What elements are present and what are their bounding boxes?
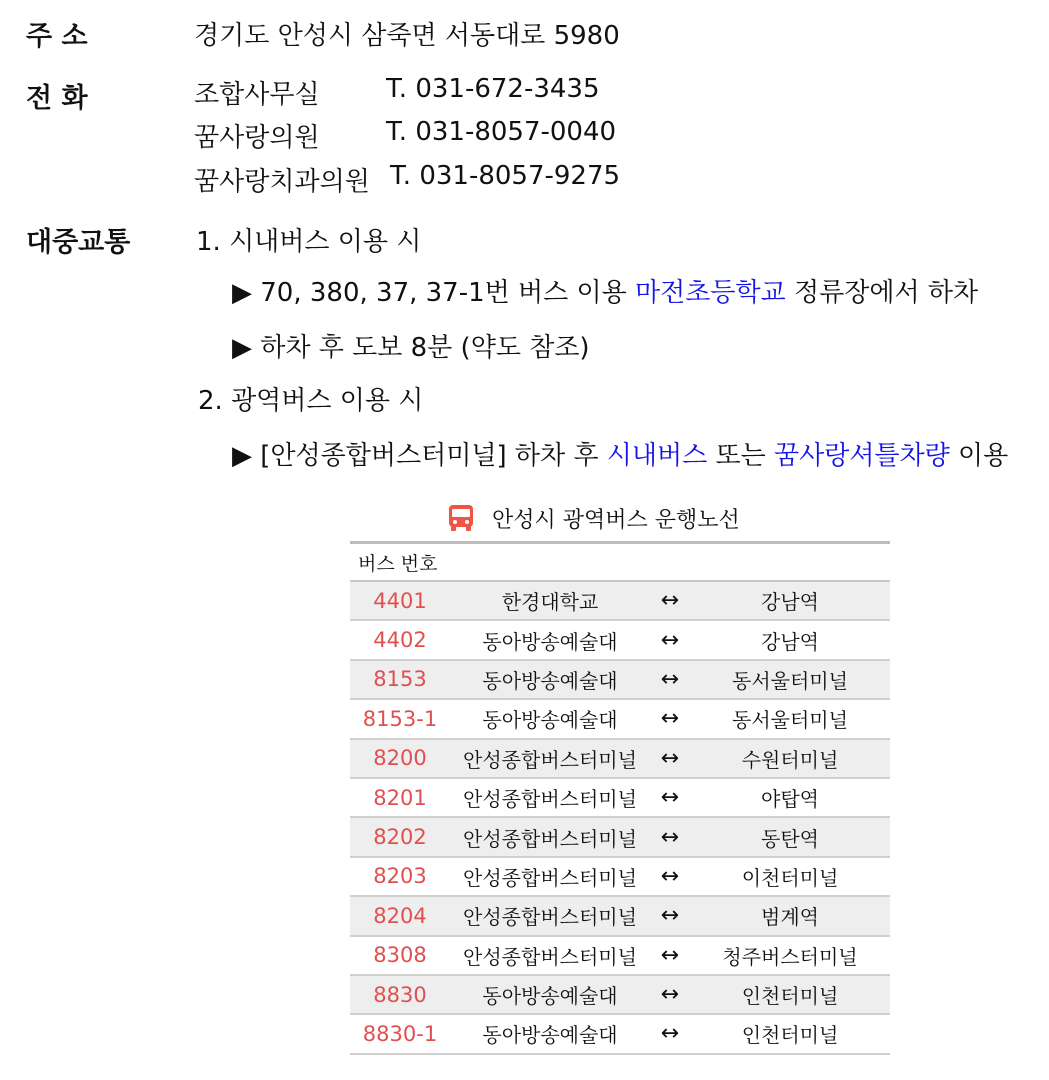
route-destination: 동탄역 bbox=[761, 826, 819, 851]
bus-number: 4402 bbox=[373, 628, 427, 653]
table-row bbox=[350, 897, 890, 936]
section2-title: 2. 광역버스 이용 시 bbox=[198, 386, 424, 416]
route-destination: 범계역 bbox=[761, 905, 819, 930]
route-origin: 동아방송예술대 bbox=[482, 668, 618, 693]
bus-route-table bbox=[350, 541, 890, 1055]
table-row bbox=[350, 700, 890, 739]
table-row bbox=[350, 858, 890, 897]
route-destination: 강남역 bbox=[761, 629, 819, 654]
route-arrow: ↔ bbox=[660, 706, 680, 732]
route-destination: 동서울터미널 bbox=[732, 668, 848, 693]
route-destination: 이천터미널 bbox=[741, 865, 839, 890]
bus-number: 8200 bbox=[373, 746, 427, 771]
route-origin: 동아방송예술대 bbox=[482, 1023, 618, 1048]
route-destination: 강남역 bbox=[761, 590, 819, 615]
route-origin: 안성종합버스터미널 bbox=[463, 865, 637, 890]
phone-number: T. 031-8057-9275 bbox=[390, 161, 621, 191]
route-origin: 동아방송예술대 bbox=[482, 708, 618, 733]
table-row bbox=[350, 582, 890, 621]
phone-name: 꿈사랑의원 bbox=[194, 123, 320, 153]
address-value: 경기도 안성시 삼죽면 서동대로 5980 bbox=[194, 21, 620, 51]
bus-icon bbox=[446, 503, 476, 533]
bus-number: 8153 bbox=[373, 667, 427, 692]
route-destination: 청주버스터미널 bbox=[722, 944, 858, 969]
route-destination: 인천터미널 bbox=[741, 984, 839, 1009]
route-arrow: ↔ bbox=[660, 666, 680, 692]
city-bus-link[interactable]: 시내버스 bbox=[606, 441, 708, 471]
bus-number: 8201 bbox=[373, 785, 427, 810]
bus-number: 8830 bbox=[373, 982, 427, 1007]
route-origin: 안성종합버스터미널 bbox=[463, 747, 637, 772]
phone-name: 꿈사랑치과의원 bbox=[194, 167, 370, 197]
route-arrow: ↔ bbox=[660, 863, 680, 889]
bus-number: 8830-1 bbox=[362, 1021, 438, 1046]
route-destination: 수원터미널 bbox=[741, 747, 839, 772]
table-row bbox=[350, 937, 890, 976]
route-origin: 한경대학교 bbox=[501, 590, 599, 615]
transit-label: 대중교통 bbox=[26, 227, 131, 258]
route-origin: 안성종합버스터미널 bbox=[463, 944, 637, 969]
route-arrow: ↔ bbox=[660, 903, 680, 929]
phone-name: 조합사무실 bbox=[194, 80, 320, 110]
table-row bbox=[350, 740, 890, 779]
bus-number: 4401 bbox=[373, 588, 427, 613]
route-origin: 안성종합버스터미널 bbox=[463, 826, 637, 851]
instruction-text: 이용 bbox=[949, 441, 1009, 471]
route-arrow: ↔ bbox=[660, 824, 680, 850]
phone-number: T. 031-8057-0040 bbox=[386, 117, 617, 147]
instruction-text: ▶ 70, 380, 37, 37-1번 버스 이용 bbox=[232, 278, 636, 308]
route-origin: 안성종합버스터미널 bbox=[463, 787, 637, 812]
route-arrow: ↔ bbox=[660, 745, 680, 771]
bus-number: 8204 bbox=[373, 903, 427, 928]
route-arrow: ↔ bbox=[660, 942, 680, 968]
route-destination: 인천터미널 bbox=[741, 1023, 839, 1048]
route-destination: 야탑역 bbox=[761, 787, 819, 812]
majeon-school-link[interactable]: 마전초등학교 bbox=[635, 278, 786, 308]
table-row bbox=[350, 1015, 890, 1054]
instruction-text: 정류장에서 하차 bbox=[785, 278, 979, 308]
table-row bbox=[350, 621, 890, 660]
route-origin: 동아방송예술대 bbox=[482, 984, 618, 1009]
bus-number: 8153-1 bbox=[362, 706, 438, 731]
express-bus-instruction bbox=[232, 435, 1008, 472]
route-arrow: ↔ bbox=[660, 1021, 680, 1047]
route-origin: 동아방송예술대 bbox=[482, 629, 618, 654]
section1-title: 1. 시내버스 이용 시 bbox=[196, 227, 422, 257]
route-arrow: ↔ bbox=[660, 982, 680, 1008]
table-row bbox=[350, 779, 890, 818]
table-header: 버스 번호 bbox=[350, 544, 890, 582]
route-destination: 동서울터미널 bbox=[732, 708, 848, 733]
bus-table-title bbox=[446, 500, 740, 536]
instruction-text: 또는 bbox=[707, 441, 774, 471]
bus-number: 8202 bbox=[373, 825, 427, 850]
phone-number: T. 031-672-3435 bbox=[386, 74, 600, 104]
table-body bbox=[350, 582, 890, 1055]
address-label: 주 소 bbox=[26, 21, 88, 52]
bus-number: 8308 bbox=[373, 943, 427, 968]
table-row bbox=[350, 818, 890, 857]
table-row bbox=[350, 976, 890, 1015]
route-arrow: ↔ bbox=[660, 627, 680, 653]
route-arrow: ↔ bbox=[660, 785, 680, 811]
bus-table-title-text: 안성시 광역버스 운행노선 bbox=[492, 507, 740, 533]
shuttle-link[interactable]: 꿈사랑셔틀차량 bbox=[773, 441, 950, 471]
route-arrow: ↔ bbox=[660, 588, 680, 614]
instruction-text: ▶ [안성종합버스터미널] 하차 후 bbox=[232, 441, 607, 471]
table-row bbox=[350, 661, 890, 700]
phone-label: 전 화 bbox=[26, 83, 88, 114]
walk-instruction: ▶ 하차 후 도보 8분 (약도 참조) bbox=[232, 333, 590, 363]
bus-number: 8203 bbox=[373, 864, 427, 889]
city-bus-instruction bbox=[232, 272, 978, 309]
route-origin: 안성종합버스터미널 bbox=[463, 905, 637, 930]
